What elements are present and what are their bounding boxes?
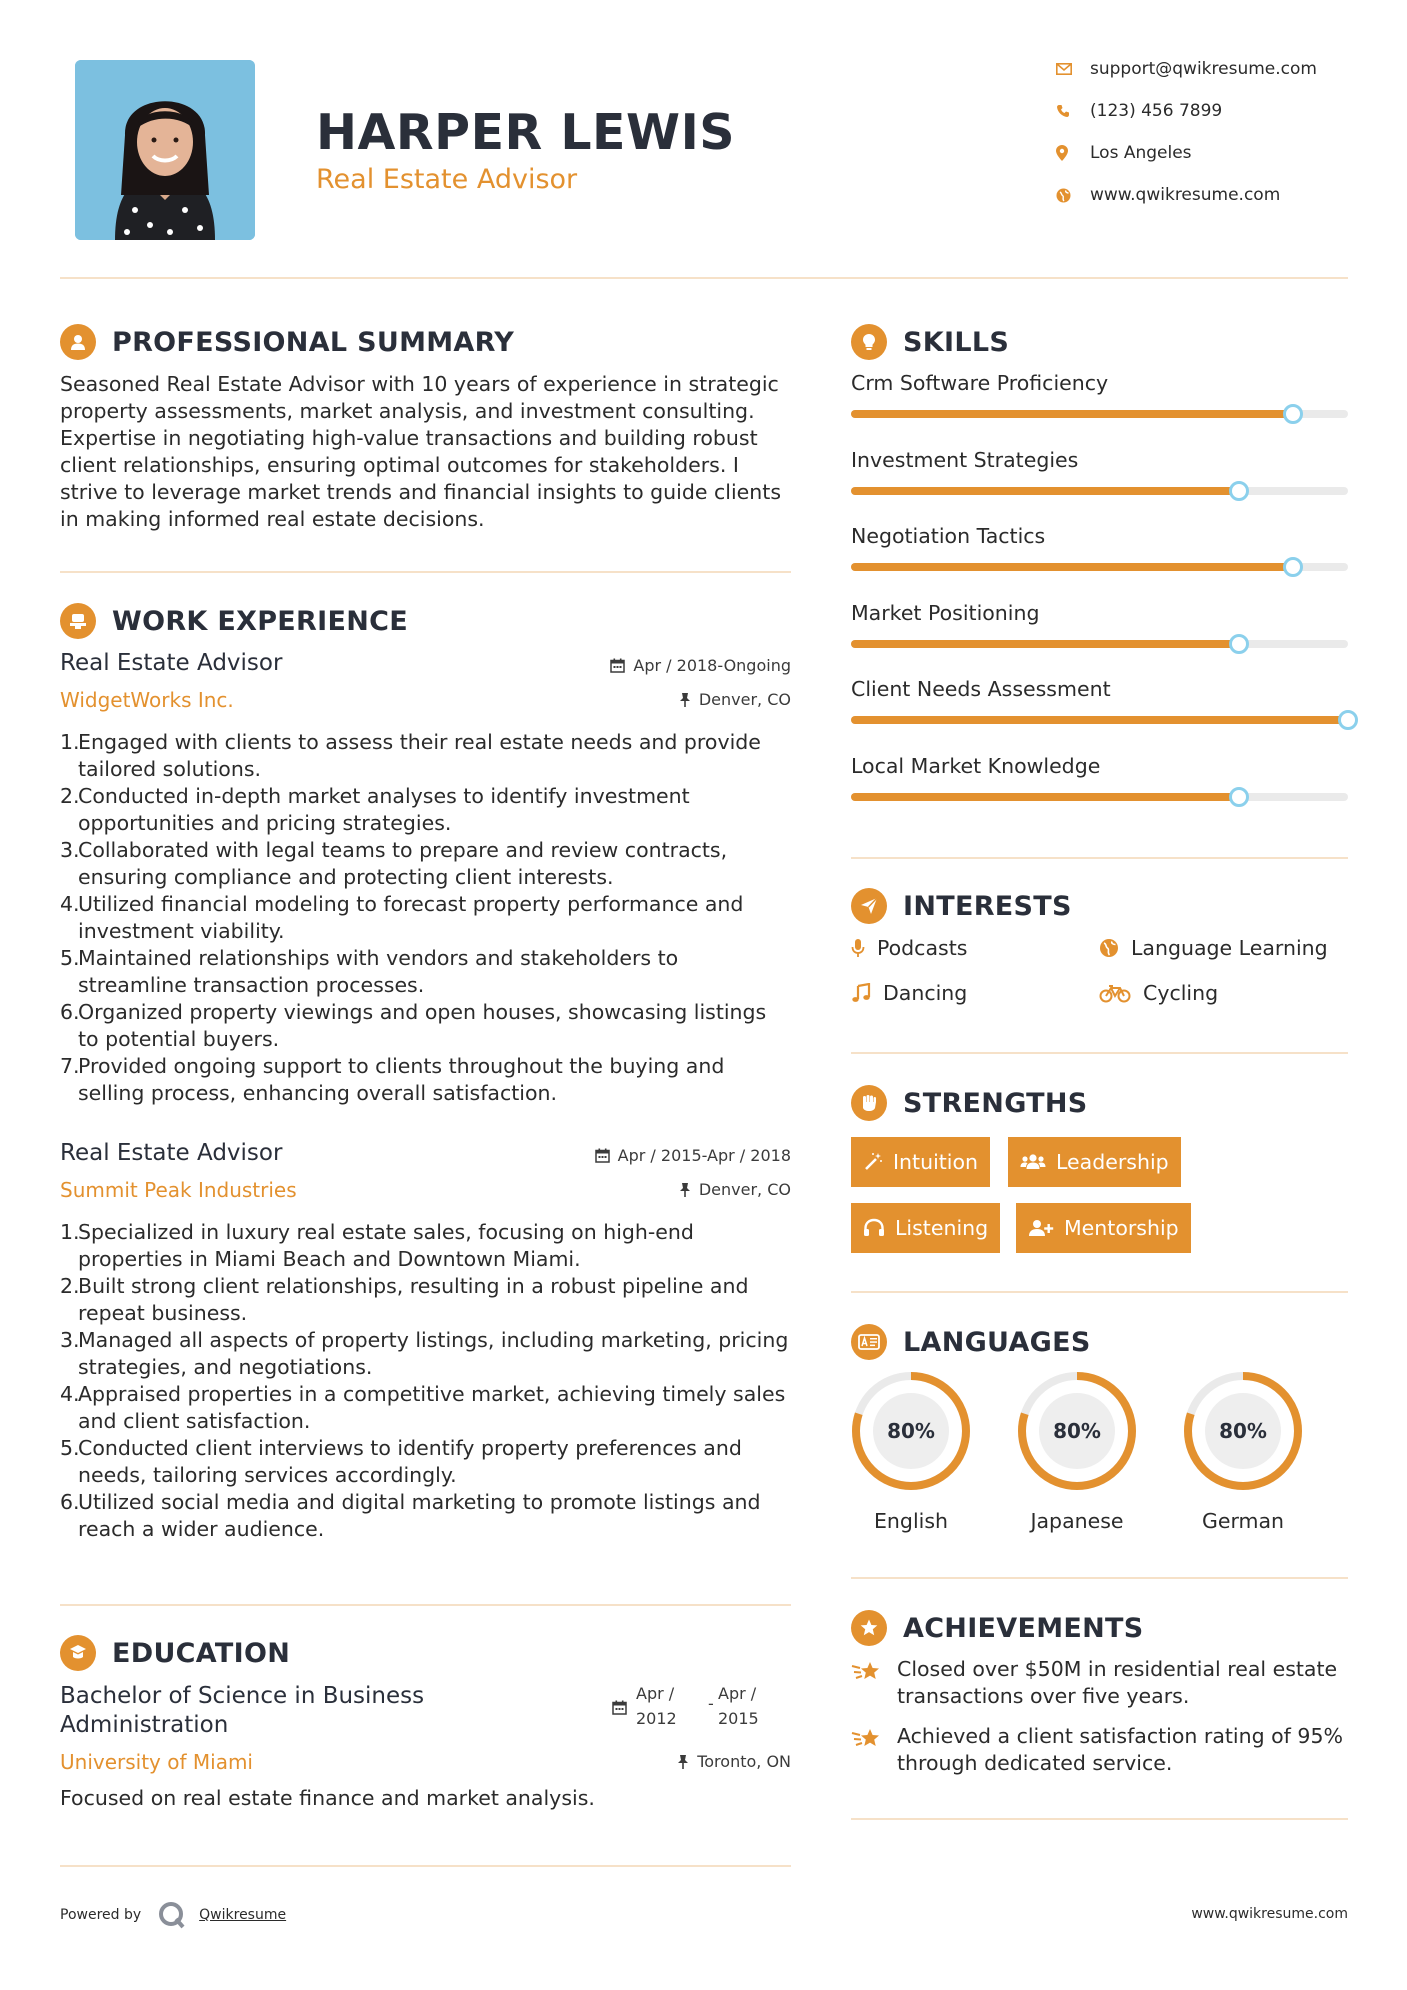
edu-end-top: Apr /	[718, 1684, 757, 1703]
edu-location	[560, 1752, 791, 1771]
section-title: EDUCATION	[112, 1637, 291, 1669]
paper-plane-icon	[851, 888, 887, 924]
job-dates	[560, 656, 791, 675]
skill-bar-handle	[1338, 710, 1358, 730]
briefcase-icon	[60, 603, 96, 639]
skill-bar-track	[851, 487, 1348, 495]
calendar-icon	[610, 658, 625, 673]
powered-by-text: Powered by	[60, 1907, 142, 1923]
contact-location-text: Los Angeles	[1090, 143, 1192, 163]
edu-end-bottom: 2015	[718, 1709, 759, 1728]
language-percent: 80%	[1219, 1419, 1267, 1443]
interest-label: Podcasts	[877, 936, 968, 960]
strength-label: Mentorship	[1064, 1216, 1179, 1240]
skill-label: Negotiation Tactics	[851, 524, 1046, 548]
job-title: Real Estate Advisor	[60, 650, 283, 676]
list-item: 3. Managed all aspects of property listings, including marketing, pricing strategies, and negotiations.	[60, 1328, 789, 1379]
job-location-text: Denver, CO	[698, 1180, 791, 1199]
skill-bar-handle	[1229, 787, 1249, 807]
language-label: German	[1201, 1509, 1285, 1533]
section-achievements	[851, 1608, 1144, 1648]
job-location	[560, 690, 791, 709]
skill-bar-fill	[851, 640, 1239, 648]
job-company: WidgetWorks Inc.	[60, 688, 234, 712]
skill-bar-handle	[1229, 481, 1249, 501]
list-item: 2. Conducted in-depth market analyses to identify investment opportunities and pricing strategies.	[60, 784, 690, 835]
footer-powered-by	[60, 1900, 286, 1930]
qwikresume-link[interactable]: Qwikresume	[199, 1907, 287, 1923]
strength-label: Intuition	[893, 1150, 979, 1174]
job-dates-text: Apr / 2018-Ongoing	[633, 656, 791, 675]
strength-label: Listening	[895, 1216, 989, 1240]
section-title: PROFESSIONAL SUMMARY	[112, 326, 515, 358]
globe-icon	[1056, 188, 1090, 203]
achievement-item	[851, 1723, 1357, 1777]
users-icon	[1020, 1152, 1046, 1172]
skill-bar-track	[851, 793, 1348, 801]
header-divider	[60, 277, 1348, 279]
section-divider	[60, 1865, 791, 1867]
phone-icon	[1056, 104, 1090, 118]
strength-chip	[851, 1137, 990, 1187]
language-ring	[849, 1369, 973, 1493]
interest-item	[1099, 936, 1328, 960]
calendar-icon	[595, 1148, 610, 1163]
profile-photo	[75, 60, 255, 240]
edu-start-top: Apr /	[636, 1684, 675, 1703]
contact-website[interactable]	[1056, 181, 1356, 209]
skill-label: Crm Software Proficiency	[851, 371, 1109, 395]
section-title: STRENGTHS	[903, 1087, 1088, 1119]
skill-bar-handle	[1283, 404, 1303, 424]
section-divider	[851, 857, 1348, 859]
pushpin-icon	[679, 692, 691, 707]
contact-phone-text: (123) 456 7899	[1090, 101, 1223, 121]
skill-bar-fill	[851, 793, 1239, 801]
job-location	[560, 1180, 791, 1199]
language-percent: 80%	[887, 1419, 935, 1443]
list-item: 3. Collaborated with legal teams to prepare and review contracts, ensuring compliance and protecting client interests.	[60, 838, 728, 889]
skill-bar-fill	[851, 410, 1293, 418]
pushpin-icon	[679, 1182, 691, 1197]
contact-email-text: support@qwikresume.com	[1090, 59, 1317, 79]
skill-bar-fill	[851, 563, 1293, 571]
candidate-role: Real Estate Advisor	[316, 164, 578, 195]
school-name: University of Miami	[60, 1750, 253, 1774]
section-interests	[851, 886, 1072, 926]
list-item: 4. Appraised properties in a competitive market, achieving timely sales and client satisfaction.	[60, 1382, 786, 1433]
section-divider	[851, 1818, 1348, 1820]
list-item: 6. Utilized social media and digital marketing to promote listings and reach a wider audience.	[60, 1490, 761, 1541]
footer-url[interactable]: www.qwikresume.com	[1191, 1906, 1348, 1922]
skill-bar-track	[851, 563, 1348, 571]
star-badge-icon	[851, 1610, 887, 1646]
job-location-text: Denver, CO	[698, 690, 791, 709]
list-item: 1. Specialized in luxury real estate sales, focusing on high-end properties in Miami Beach and Downtown Miami.	[60, 1220, 694, 1271]
skill-bar-track	[851, 640, 1348, 648]
calendar-icon	[612, 1700, 627, 1719]
list-item: 5. Maintained relationships with vendors and stakeholders to streamline transaction processes.	[60, 946, 679, 997]
achievement-text: Achieved a client satisfaction rating of 95% through dedicated service.	[897, 1724, 1343, 1775]
music-note-icon	[851, 983, 871, 1003]
section-title: INTERESTS	[903, 890, 1072, 922]
interest-item	[1099, 981, 1218, 1005]
bicycle-icon	[1099, 983, 1131, 1003]
language-ring	[1181, 1369, 1305, 1493]
list-item: 7. Provided ongoing support to clients throughout the buying and selling process, enhancing overall satisfaction.	[60, 1054, 725, 1105]
skill-label: Client Needs Assessment	[851, 677, 1111, 701]
section-divider	[60, 571, 791, 573]
skill-label: Market Positioning	[851, 600, 1040, 625]
magic-wand-icon	[863, 1152, 883, 1172]
job-title: Real Estate Advisor	[60, 1140, 283, 1166]
contact-email[interactable]	[1056, 55, 1356, 83]
achievement-item	[851, 1656, 1357, 1710]
job-company: Summit Peak Industries	[60, 1178, 297, 1202]
section-divider	[851, 1052, 1348, 1054]
globe-icon	[1099, 938, 1119, 958]
map-pin-icon	[1056, 145, 1090, 161]
strength-chip	[1008, 1137, 1181, 1187]
language-ring-graphic	[849, 1369, 973, 1493]
language-card-icon	[851, 1324, 887, 1360]
interest-label: Language Learning	[1131, 936, 1328, 960]
candidate-name: HARPER LEWIS	[316, 104, 736, 161]
user-icon	[60, 324, 96, 360]
edu-date-dash: -	[708, 1694, 714, 1713]
achievement-text: Closed over $50M in residential real estate transactions over five years.	[897, 1657, 1338, 1708]
interest-label: Cycling	[1143, 981, 1219, 1005]
education-description: Focused on real estate finance and market analysis.	[60, 1786, 595, 1810]
strength-label: Leadership	[1056, 1150, 1169, 1174]
skill-label: Investment Strategies	[851, 447, 1079, 472]
skill-bar-track	[851, 716, 1348, 724]
shooting-star-icon	[851, 1723, 897, 1751]
section-work-experience	[60, 601, 408, 641]
shooting-star-icon	[851, 1656, 897, 1684]
headphones-icon	[863, 1218, 885, 1238]
skill-label: Local Market Knowledge	[851, 753, 1101, 778]
microphone-icon	[851, 938, 865, 958]
language-percent: 80%	[1053, 1419, 1101, 1443]
edu-start-bottom: 2012	[636, 1709, 677, 1728]
job-duties	[60, 729, 790, 1107]
interest-label: Dancing	[883, 981, 968, 1005]
language-ring-graphic	[1015, 1369, 1139, 1493]
qwikresume-logo-icon	[157, 1900, 187, 1930]
language-ring	[1015, 1369, 1139, 1493]
language-label: Japanese	[1030, 1509, 1124, 1533]
degree-line-2: Administration	[60, 1712, 229, 1738]
section-title: SKILLS	[903, 326, 1010, 358]
list-item: 1. Engaged with clients to assess their real estate needs and provide tailored solutions.	[60, 730, 761, 781]
degree-line-1: Bachelor of Science in Business	[60, 1683, 425, 1709]
list-item: 6. Organized property viewings and open houses, showcasing listings to potential buyers.	[60, 1000, 767, 1051]
section-divider	[851, 1577, 1348, 1579]
contact-phone[interactable]	[1056, 97, 1356, 125]
summary-text: Seasoned Real Estate Advisor with 10 years of experience in strategic property assessments, market analysis, and investment consulting. Expertise in negotiating high-value transactions and building robust client relationships, ensuring optimal outcomes for stakeholders. I strive to leverage market trends and financial insights to guide clients in making informed real estate decisions.	[60, 372, 781, 531]
interest-item	[851, 936, 967, 960]
pushpin-icon	[677, 1754, 689, 1769]
section-professional-summary	[60, 322, 514, 362]
lightbulb-icon	[851, 324, 887, 360]
skill-bar-handle	[1283, 557, 1303, 577]
language-ring-graphic	[1181, 1369, 1305, 1493]
list-item: 5. Conducted client interviews to identify property preferences and needs, tailoring services accordingly.	[60, 1436, 742, 1487]
section-strengths	[851, 1083, 1088, 1123]
section-skills	[851, 322, 1009, 362]
section-title: ACHIEVEMENTS	[903, 1612, 1144, 1644]
user-plus-icon	[1028, 1218, 1054, 1238]
job-duties	[60, 1219, 790, 1543]
fist-icon	[851, 1085, 887, 1121]
interest-item	[851, 981, 967, 1005]
strength-chip	[1016, 1203, 1191, 1253]
graduation-icon	[60, 1635, 96, 1671]
contact-location	[1056, 139, 1356, 167]
section-divider	[60, 1604, 791, 1606]
section-education	[60, 1633, 290, 1673]
skill-bar-fill	[851, 716, 1348, 724]
job-dates	[540, 1146, 791, 1165]
profile-photo-illustration	[75, 60, 255, 240]
job-dates-text: Apr / 2015-Apr / 2018	[617, 1146, 791, 1165]
section-languages	[851, 1322, 1091, 1362]
list-item: 4. Utilized financial modeling to forecast property performance and investment viability.	[60, 892, 744, 943]
list-item: 2. Built strong client relationships, resulting in a robust pipeline and repeat business.	[60, 1274, 749, 1325]
skill-bar-fill	[851, 487, 1239, 495]
envelope-icon	[1056, 63, 1090, 75]
edu-location-text: Toronto, ON	[697, 1752, 791, 1771]
contact-website-text: www.qwikresume.com	[1090, 185, 1281, 205]
strength-chip	[851, 1203, 1000, 1253]
skill-bar-track	[851, 410, 1348, 418]
section-divider	[851, 1291, 1348, 1293]
section-title: WORK EXPERIENCE	[112, 605, 408, 637]
language-label: English	[873, 1509, 949, 1533]
skill-bar-handle	[1229, 634, 1249, 654]
section-title: LANGUAGES	[903, 1326, 1091, 1358]
